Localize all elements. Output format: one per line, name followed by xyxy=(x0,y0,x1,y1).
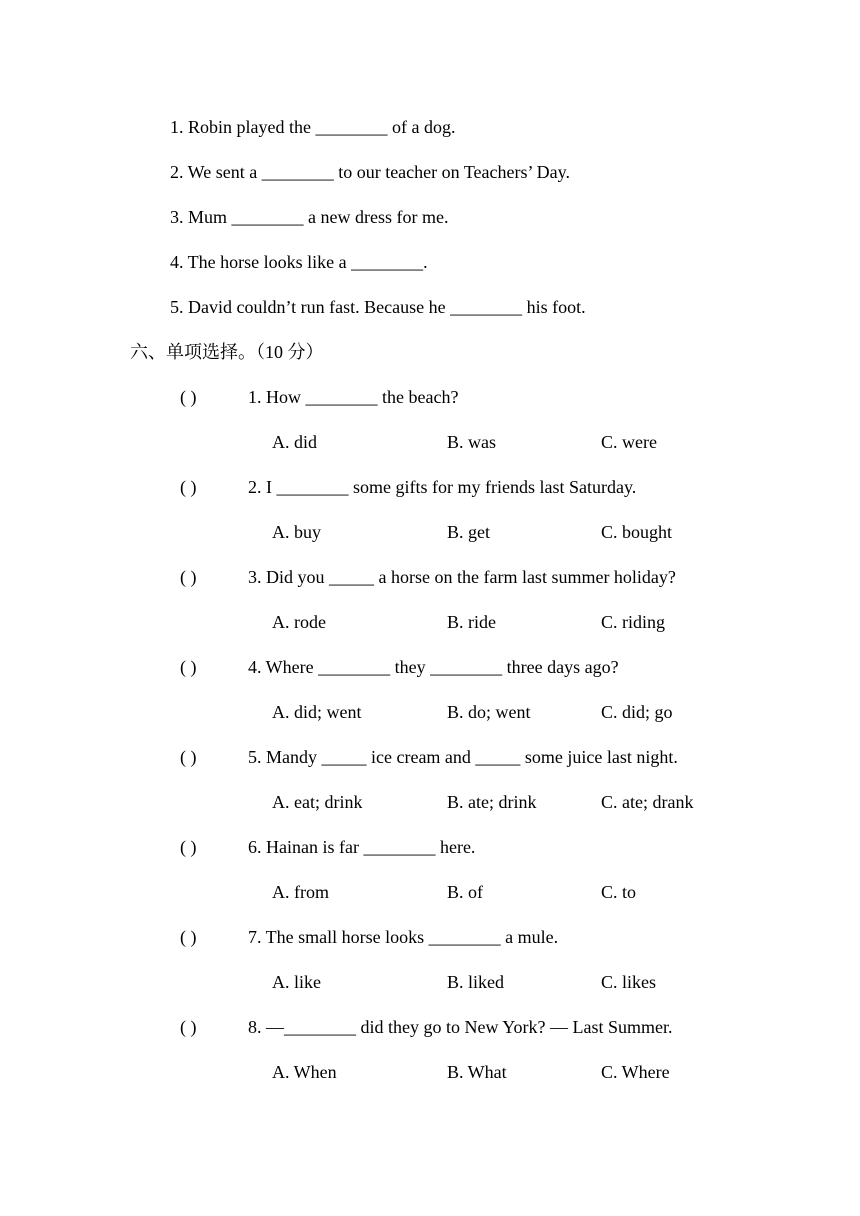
option-c: C. were xyxy=(601,432,657,452)
answer-bracket: ( ) xyxy=(180,1017,197,1037)
question-7: 7. The small horse looks ________ a mule. xyxy=(248,927,559,947)
option-a: A. did xyxy=(272,432,317,452)
option-b: B. What xyxy=(447,1062,507,1082)
question-2: 2. I ________ some gifts for my friends last Saturday. xyxy=(248,477,637,497)
option-a: A. eat; drink xyxy=(272,792,363,812)
fill-item-4: 4. The horse looks like a ________. xyxy=(170,252,428,272)
option-c: C. ate; drank xyxy=(601,792,694,812)
option-a: A. buy xyxy=(272,522,321,542)
answer-bracket: ( ) xyxy=(180,387,197,407)
option-b: B. do; went xyxy=(447,702,531,722)
option-b: B. ride xyxy=(447,612,496,632)
option-b: B. of xyxy=(447,882,483,902)
question-4: 4. Where ________ they ________ three days ago? xyxy=(248,657,619,677)
option-c: C. Where xyxy=(601,1062,670,1082)
question-5: 5. Mandy _____ ice cream and _____ some juice last night. xyxy=(248,747,678,767)
fill-item-1: 1. Robin played the ________ of a dog. xyxy=(170,117,456,137)
question-8: 8. —________ did they go to New York? — Last Summer. xyxy=(248,1017,673,1037)
option-a: A. rode xyxy=(272,612,326,632)
section-title: 六、单项选择。（10 分） xyxy=(130,342,324,362)
answer-bracket: ( ) xyxy=(180,837,197,857)
option-b: B. ate; drink xyxy=(447,792,537,812)
option-a: A. did; went xyxy=(272,702,362,722)
option-a: A. from xyxy=(272,882,329,902)
option-b: B. get xyxy=(447,522,490,542)
fill-item-3: 3. Mum ________ a new dress for me. xyxy=(170,207,449,227)
question-6: 6. Hainan is far ________ here. xyxy=(248,837,476,857)
option-c: C. to xyxy=(601,882,637,902)
answer-bracket: ( ) xyxy=(180,477,197,497)
option-c: C. likes xyxy=(601,972,657,992)
answer-bracket: ( ) xyxy=(180,747,197,767)
option-c: C. bought xyxy=(601,522,673,542)
answer-bracket: ( ) xyxy=(180,927,197,947)
fill-item-5: 5. David couldn’t run fast. Because he ________ his foot. xyxy=(170,297,586,317)
answer-bracket: ( ) xyxy=(180,567,197,587)
question-3: 3. Did you _____ a horse on the farm last summer holiday? xyxy=(248,567,676,587)
option-c: C. riding xyxy=(601,612,666,632)
fill-item-2: 2. We sent a ________ to our teacher on Teachers’ Day. xyxy=(170,162,570,182)
answer-bracket: ( ) xyxy=(180,657,197,677)
option-a: A. When xyxy=(272,1062,337,1082)
option-c: C. did; go xyxy=(601,702,673,722)
question-1: 1. How ________ the beach? xyxy=(248,387,459,407)
option-a: A. like xyxy=(272,972,321,992)
option-b: B. was xyxy=(447,432,496,452)
option-b: B. liked xyxy=(447,972,504,992)
